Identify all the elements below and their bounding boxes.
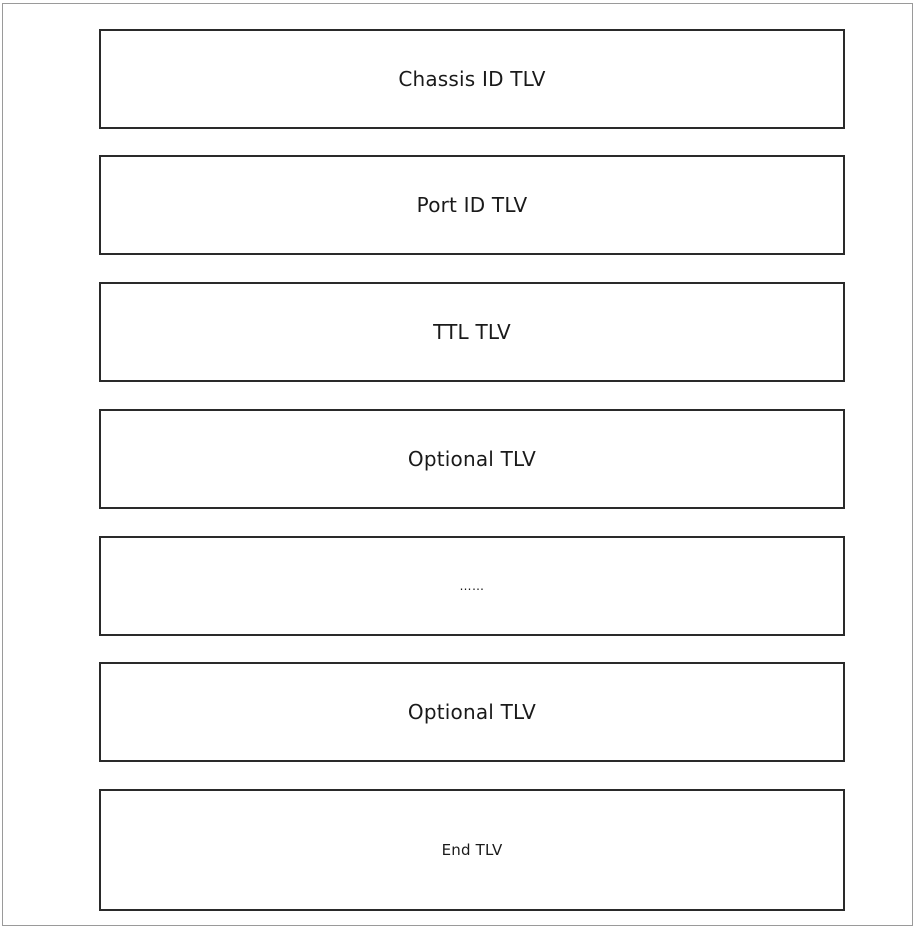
- tlv-label: Chassis ID TLV: [398, 67, 546, 91]
- tlv-stack: [99, 29, 845, 911]
- tlv-label: Optional TLV: [407, 447, 537, 471]
- optional-tlv-box: [99, 662, 845, 762]
- tlv-label: TTL TLV: [433, 320, 511, 344]
- chassis-id-tlv-box: [99, 29, 845, 129]
- optional-tlv-box: [99, 409, 845, 509]
- end-tlv-box: [99, 789, 845, 911]
- port-id-tlv-box: [99, 155, 845, 255]
- tlv-label: Port ID TLV: [416, 193, 528, 217]
- lldpdu-frame: [2, 3, 913, 926]
- tlv-label: End TLV: [441, 841, 503, 859]
- ellipsis-box: [99, 536, 845, 636]
- ttl-tlv-box: [99, 282, 845, 382]
- tlv-label: ……: [459, 579, 485, 593]
- tlv-label: Optional TLV: [407, 700, 537, 724]
